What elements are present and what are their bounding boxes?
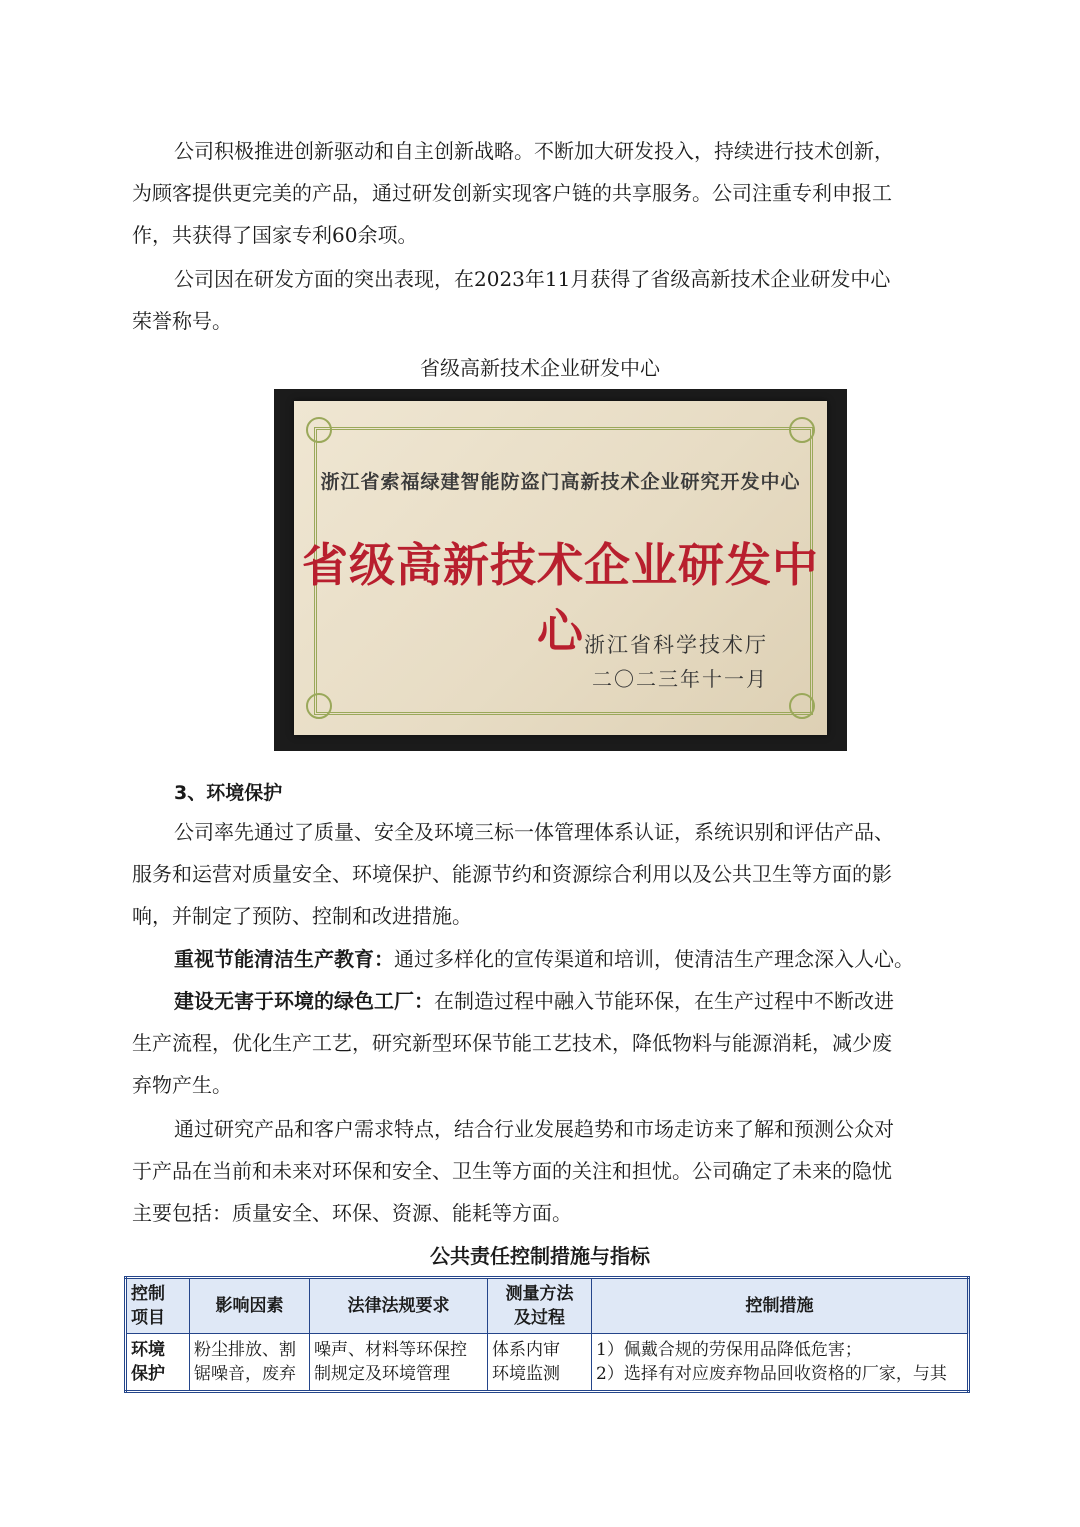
text-line: 公司因在研发方面的突出表现，在2023年11月获得了省级高新技术企业研发中心 xyxy=(174,267,891,291)
text-line: 响，并制定了预防、控制和改进措施。 xyxy=(132,904,472,928)
paragraph-environment xyxy=(132,811,964,937)
cell-text: 1）佩戴合规的劳保用品降低危害； xyxy=(596,1340,862,1360)
table-title: 公共责任控制措施与指标 xyxy=(430,1244,650,1268)
table-cell xyxy=(126,1334,190,1392)
cell-text: 噪声、材料等环保控 xyxy=(314,1340,467,1360)
header-cell: 影响因素 xyxy=(190,1278,310,1334)
text-line: 荣誉称号。 xyxy=(132,309,232,333)
text-line: 公司率先通过了质量、安全及环境三标一体管理体系认证，系统识别和评估产品、 xyxy=(174,820,894,844)
cell-text: 粉尘排放、割 xyxy=(194,1340,296,1360)
table-cell xyxy=(190,1334,310,1392)
table-header-row xyxy=(126,1278,969,1334)
header-text: 控制 xyxy=(131,1284,165,1304)
corner-ornament-icon xyxy=(306,693,332,719)
cell-text: 体系内审 xyxy=(492,1340,560,1360)
text-line: 弃物产生。 xyxy=(132,1073,232,1097)
photo-caption: 省级高新技术企业研发中心 xyxy=(420,356,660,380)
text-line: 服务和运营对质量安全、环境保护、能源节约和资源综合利用以及公共卫生等方面的影 xyxy=(132,862,892,886)
plaque-board xyxy=(294,401,827,735)
body-text: 通过多样化的宣传渠道和培训，使清洁生产理念深入人心。 xyxy=(394,947,914,971)
plaque-title: 省级高新技术企业研发中心 xyxy=(302,538,819,658)
header-text: 及过程 xyxy=(514,1308,565,1328)
cell-text: 环境监测 xyxy=(492,1364,560,1384)
table-row xyxy=(126,1334,969,1392)
paragraph-green-factory xyxy=(132,980,964,1106)
corner-ornament-icon xyxy=(789,693,815,719)
plaque-issuer: 浙江省科学技术厅 xyxy=(584,633,768,657)
header-cell xyxy=(126,1278,190,1334)
control-table xyxy=(124,1276,970,1393)
header-text: 项目 xyxy=(131,1308,165,1328)
paragraph-public-concern xyxy=(132,1108,964,1234)
header-cell: 控制措施 xyxy=(592,1278,969,1334)
cell-text: 2）选择有对应废弃物品回收资格的厂家，与其 xyxy=(596,1364,947,1384)
text-line: 为顾客提供更完美的产品，通过研发创新实现客户链的共享服务。公司注重专利申报工 xyxy=(132,181,892,205)
paragraph-honor xyxy=(132,258,964,342)
table-cell xyxy=(488,1334,592,1392)
text-line xyxy=(132,938,964,980)
text-line: 公司积极推进创新驱动和自主创新战略。不断加大研发投入，持续进行技术创新， xyxy=(174,139,894,163)
text-line: 于产品在当前和未来对环保和安全、卫生等方面的关注和担忧。公司确定了未来的隐忧 xyxy=(132,1159,892,1183)
plaque-photo xyxy=(274,389,847,751)
lead-text: 建设无害于环境的绿色工厂： xyxy=(174,989,434,1013)
text-line: 作，共获得了国家专利60余项。 xyxy=(132,223,418,247)
corner-ornament-icon xyxy=(789,417,815,443)
text-line xyxy=(132,980,964,1022)
cell-text: 环境 xyxy=(131,1340,165,1360)
cell-text: 制规定及环境管理 xyxy=(314,1364,450,1384)
body-text: 在制造过程中融入节能环保，在生产过程中不断改进 xyxy=(434,989,894,1013)
header-text: 测量方法 xyxy=(505,1284,574,1304)
paragraph-innovation xyxy=(132,130,964,256)
section-heading: 3、环境保护 xyxy=(174,782,283,804)
plaque-subtitle: 浙江省索福绿建智能防盗门高新技术企业研究开发中心 xyxy=(320,471,801,493)
header-cell: 法律法规要求 xyxy=(310,1278,488,1334)
text-line: 通过研究产品和客户需求特点，结合行业发展趋势和市场走访来了解和预测公众对 xyxy=(174,1117,894,1141)
table-cell xyxy=(592,1334,969,1392)
header-cell xyxy=(488,1278,592,1334)
plaque-date: 二〇二三年十一月 xyxy=(592,667,768,691)
corner-ornament-icon xyxy=(306,417,332,443)
cell-text: 保护 xyxy=(131,1364,165,1384)
table-cell xyxy=(310,1334,488,1392)
text-line: 主要包括：质量安全、环保、资源、能耗等方面。 xyxy=(132,1201,572,1225)
text-line: 生产流程，优化生产工艺，研究新型环保节能工艺技术，降低物料与能源消耗，减少废 xyxy=(132,1031,892,1055)
paragraph-clean-production xyxy=(132,938,964,980)
lead-text: 重视节能清洁生产教育： xyxy=(174,947,394,971)
cell-text: 锯噪音，废弃 xyxy=(194,1364,296,1384)
